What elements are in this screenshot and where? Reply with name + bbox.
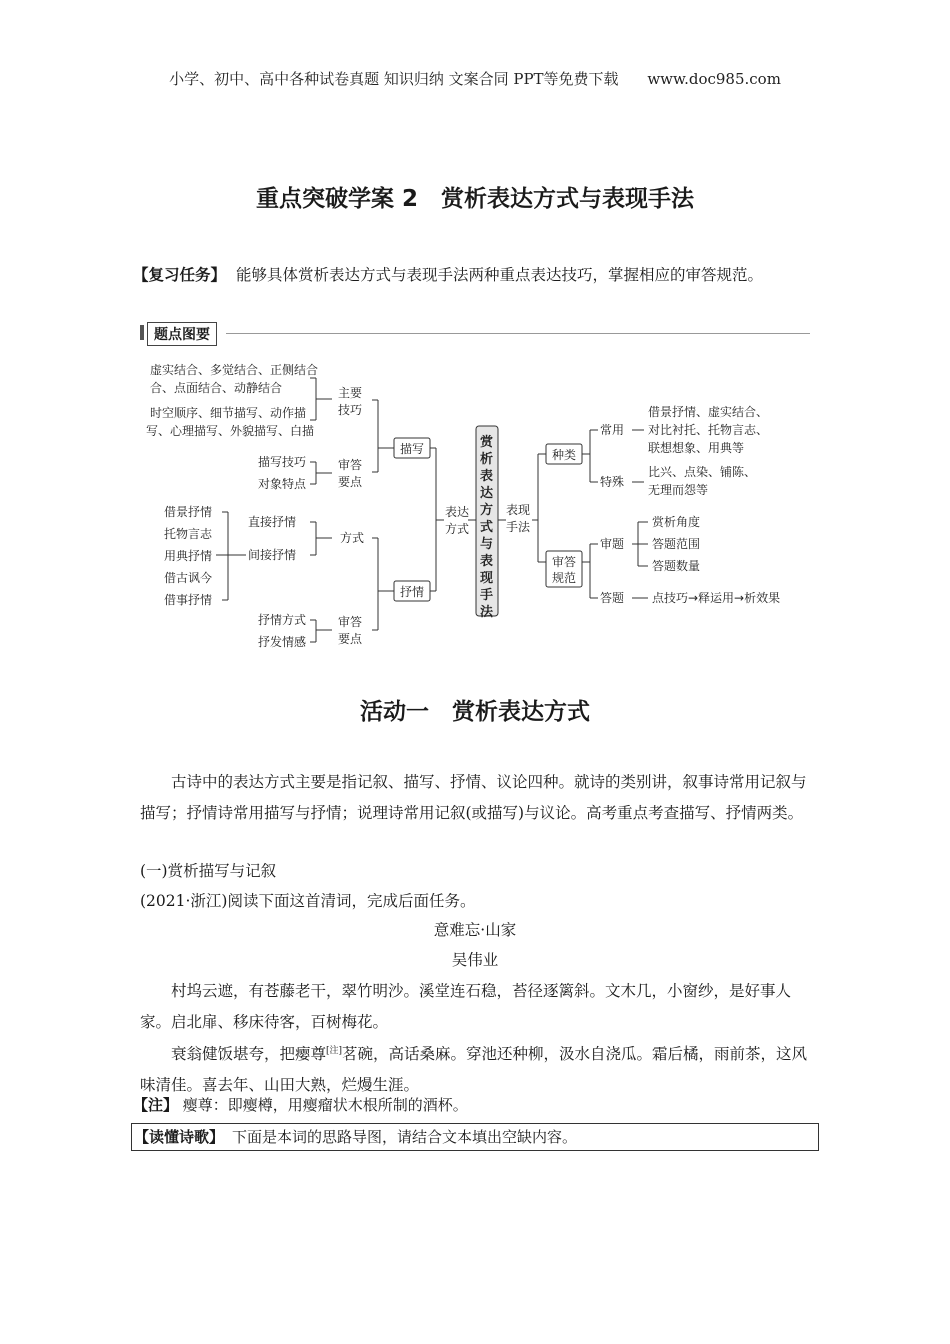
zhonglei-node: 种类	[552, 448, 577, 462]
shenti-item-3: 答题数量	[652, 559, 701, 573]
miaoxie-technique-3: 时空顺序、细节描写、动作描	[150, 406, 307, 420]
intro-paragraph: 古诗中的表达方式主要是指记叙、描写、抒情、议论四种。就诗的类别讲，叙事诗常用记叙与描写；抒情诗常用描写与抒情；说理诗常用记叙(或描写)与议论。高考重点考查描写、抒情两类。	[140, 773, 807, 822]
zhuyao-jiqiao-label: 主要技巧	[338, 386, 363, 417]
note-tag: 【注】	[133, 1096, 179, 1114]
header-text: 小学、初中、高中各种试卷真题 知识归纳 文案合同 PPT等免费下载	[169, 70, 619, 88]
poem-stanza-1: 村坞云遮，有苍藤老干，翠竹明沙。溪堂连石稳，苔径逐篱斜。文木几，小窗纱，是好事人家。启北扉、移床待客，百树梅花。	[140, 982, 792, 1031]
changyong-label: 常用	[600, 423, 625, 437]
dati-text: 点技巧→释运用→析效果	[652, 591, 781, 605]
direct-shuqing: 直接抒情	[248, 515, 297, 529]
task-line: (2021·浙江)阅读下面这首清词，完成后面任务。	[140, 892, 476, 910]
shenda-yaodian-label-1: 审答要点	[338, 458, 363, 489]
indirect-shuqing: 间接抒情	[248, 548, 297, 562]
shenti-label: 审题	[600, 537, 625, 551]
poem-author: 吴伟业	[451, 951, 499, 969]
activity-title: 活动一 赏析表达方式	[360, 699, 590, 725]
miaoxie-technique-2: 合、点面结合、动静结合	[150, 381, 283, 395]
page-title: 重点突破学案 2 赏析表达方式与表现手法	[255, 186, 694, 212]
poem-note	[133, 1094, 468, 1115]
teshu-label: 特殊	[600, 475, 625, 489]
shenda-guifan-node: 审答规范	[552, 555, 577, 585]
miaoxie-technique-1: 虚实结合、多觉结合、正侧结合	[150, 363, 319, 377]
indirect-item-4: 借古讽今	[164, 571, 213, 585]
shenti-item-1: 赏析角度	[652, 515, 701, 529]
shuqing-node: 抒情	[400, 585, 425, 599]
center-node: 赏析表达方式与表现手法	[480, 435, 494, 620]
poem-stanza-2a: 衰翁健饭堪夸，把瘿尊	[171, 1045, 327, 1064]
miaoxie-point-2: 对象特点	[258, 477, 307, 491]
read-poem-box	[131, 1123, 819, 1151]
mindmap-section-label: 题点图要	[147, 322, 217, 346]
review-text: 能够具体赏析表达方式与表现手法两种重点表达技巧，掌握相应的审答规范。	[236, 266, 764, 284]
subsection-heading: (一)赏析描写与记叙	[140, 862, 277, 880]
poem-stanza-2	[140, 1036, 820, 1101]
header-site: www.doc985.com	[647, 70, 781, 88]
right-branch-label: 表现手法	[506, 503, 531, 534]
shuqing-point-1: 抒情方式	[258, 613, 307, 627]
indirect-item-3: 用典抒情	[164, 549, 213, 563]
read-text: 下面是本词的思路导图，请结合文本填出空缺内容。	[232, 1128, 578, 1146]
shenti-item-2: 答题范围	[652, 537, 701, 551]
indirect-item-1: 借景抒情	[164, 505, 213, 519]
poem-stanza-2b: 茗碗，高话桑麻。穿池还种柳，汲水自浇瓜。霜后橘，雨前茶，这风味清佳。喜去年、山田大熟，烂熳生涯。	[140, 1045, 808, 1095]
shuqing-point-2: 抒发情感	[258, 635, 307, 649]
teshu-item-2: 无理而怨等	[648, 483, 709, 497]
changyong-item-2: 对比衬托、托物言志、	[648, 423, 769, 437]
miaoxie-point-1: 描写技巧	[258, 455, 307, 469]
miaoxie-technique-4: 写、心理描写、外貌描写、白描	[146, 424, 315, 438]
shenda-yaodian-label-2: 审答要点	[338, 615, 363, 646]
teshu-item-1: 比兴、点染、铺陈、	[648, 465, 757, 479]
mindmap-diagram	[0, 0, 950, 660]
changyong-item-1: 借景抒情、虚实结合、	[648, 405, 769, 419]
indirect-item-5: 借事抒情	[164, 593, 213, 607]
left-branch-label: 表达方式	[445, 505, 470, 536]
read-tag: 【读懂诗歌】	[134, 1128, 225, 1146]
note-text: 瘿尊：即瘿樽，用瘿瘤状木根所制的酒杯。	[182, 1096, 468, 1114]
changyong-item-3: 联想想象、用典等	[648, 441, 745, 455]
miaoxie-node: 描写	[400, 442, 425, 456]
fangshi-label: 方式	[340, 531, 365, 545]
review-tag: 【复习任务】	[133, 266, 227, 284]
poem-title: 意难忘·山家	[433, 921, 517, 939]
poem-note-marker: [注]	[326, 1046, 343, 1056]
dati-label: 答题	[600, 591, 625, 605]
indirect-item-2: 托物言志	[164, 527, 213, 541]
